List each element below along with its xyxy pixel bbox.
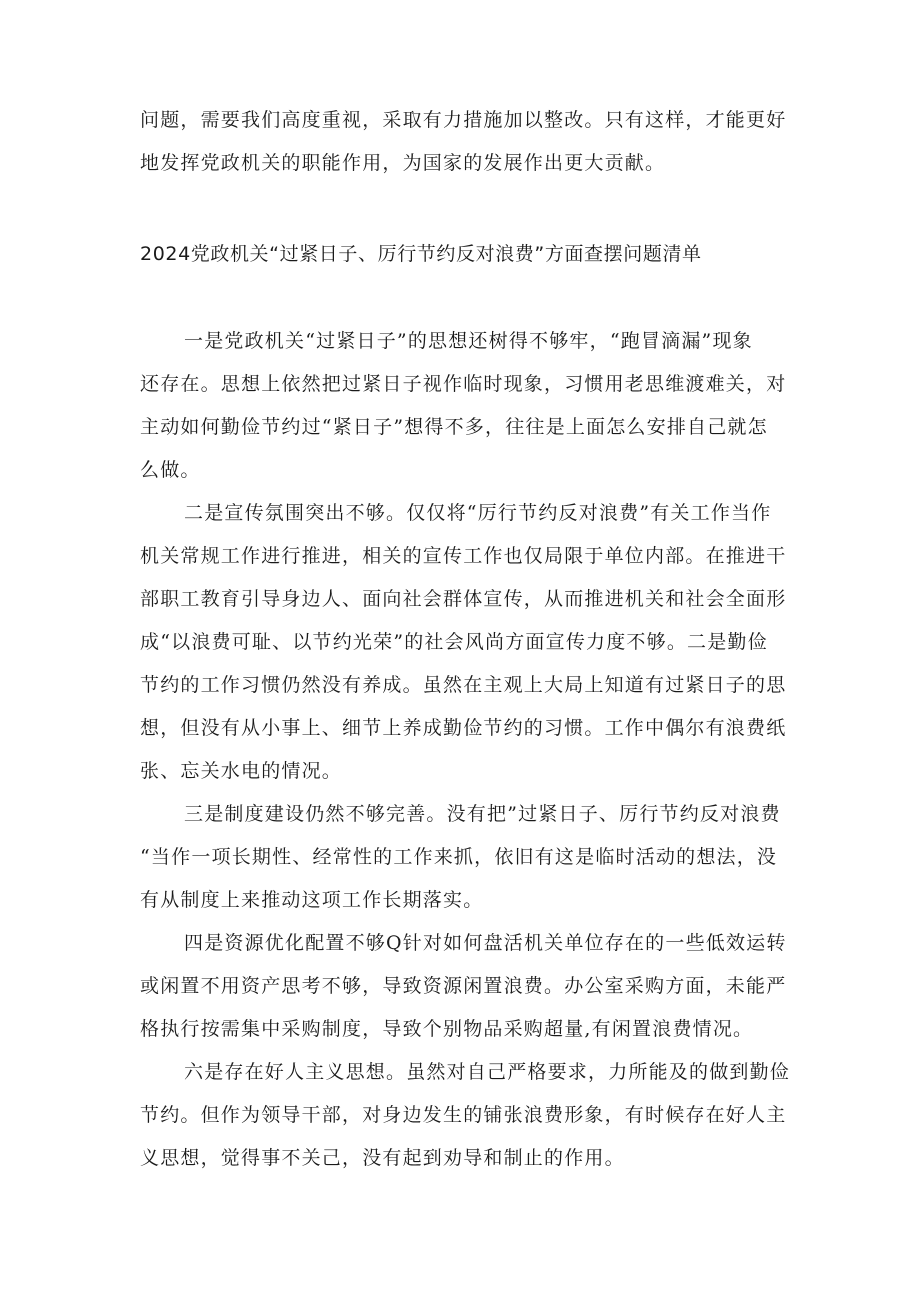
paragraph-2-line-5: 节约的工作习惯仍然没有养成。虽然在主观上大局上知道有过紧日子的思 [140,674,787,696]
paragraph-2-line-4: 成“以浪费可耻、以节约光荣”的社会风尚方面宣传力度不够。二是勤俭 [140,631,768,653]
paragraph-4-line-2: 或闲置不用资产思考不够，导致资源闲置浪费。办公室采购方面，未能严 [140,975,787,997]
paragraph-2-line-3: 部职工教育引导身边人、面向社会群体宣传，从而推进机关和社会全面形 [140,588,787,610]
paragraph-2-line-6: 想，但没有从小事上、细节上养成勤俭节约的习惯。工作中偶尔有浪费纸 [140,717,787,739]
paragraph-2-line-2: 机关常规工作进行推进，相关的宣传工作也仅局限于单位内部。在推进干 [140,545,787,567]
document-heading: 2024党政机关“过紧日子、厉行节约反对浪费”方面查摆问题清单 [140,243,702,265]
paragraph-4-line-3: 格执行按需集中采购制度，导致个别物品采购超量,有闲置浪费情况。 [140,1018,754,1040]
paragraph-5-line-1: 六是存在好人主义思想。虽然对自己严格要求，力所能及的做到勤俭 [184,1061,791,1083]
paragraph-3-line-1: 三是制度建设仍然不够完善。没有把”过紧日子、厉行节约反对浪费 [184,803,781,825]
paragraph-4-line-1: 四是资源优化配置不够Q针对如何盘活机关单位存在的一些低效运转 [184,932,787,954]
intro-line-2: 地发挥党政机关的职能作用，为国家的发展作出更大贡献。 [140,152,666,174]
paragraph-5-line-3: 义思想，觉得事不关己，没有起到劝导和制止的作用。 [140,1147,625,1169]
paragraph-5-line-2: 节约。但作为领导干部，对身边发生的铺张浪费形象，有时候存在好人主 [140,1104,787,1126]
paragraph-1-line-2: 还存在。思想上依然把过紧日子视作临时现象，习惯用老思维渡难关，对 [140,373,787,395]
paragraph-3-line-3: 有从制度上来推动这项工作长期落实。 [140,889,484,911]
paragraph-1-line-4: 么做。 [140,459,201,481]
paragraph-2-line-7: 张、忘关水电的情况。 [140,760,343,782]
paragraph-3-line-2: “当作一项长期性、经常性的工作来抓，依旧有这是临时活动的想法，没 [140,846,778,868]
intro-line-1: 问题，需要我们高度重视，采取有力措施加以整改。只有这样，才能更好 [140,109,787,131]
paragraph-1-line-1: 一是党政机关“过紧日子”的思想还树得不够牢，“跑冒滴漏”现象 [184,330,753,352]
paragraph-2-line-1: 二是宣传氛围突出不够。仅仅将“厉行节约反对浪费”有关工作当作 [184,502,772,524]
paragraph-1-line-3: 主动如何勤俭节约过“紧日子”想得不多，往往是上面怎么安排自己就怎 [140,416,768,438]
